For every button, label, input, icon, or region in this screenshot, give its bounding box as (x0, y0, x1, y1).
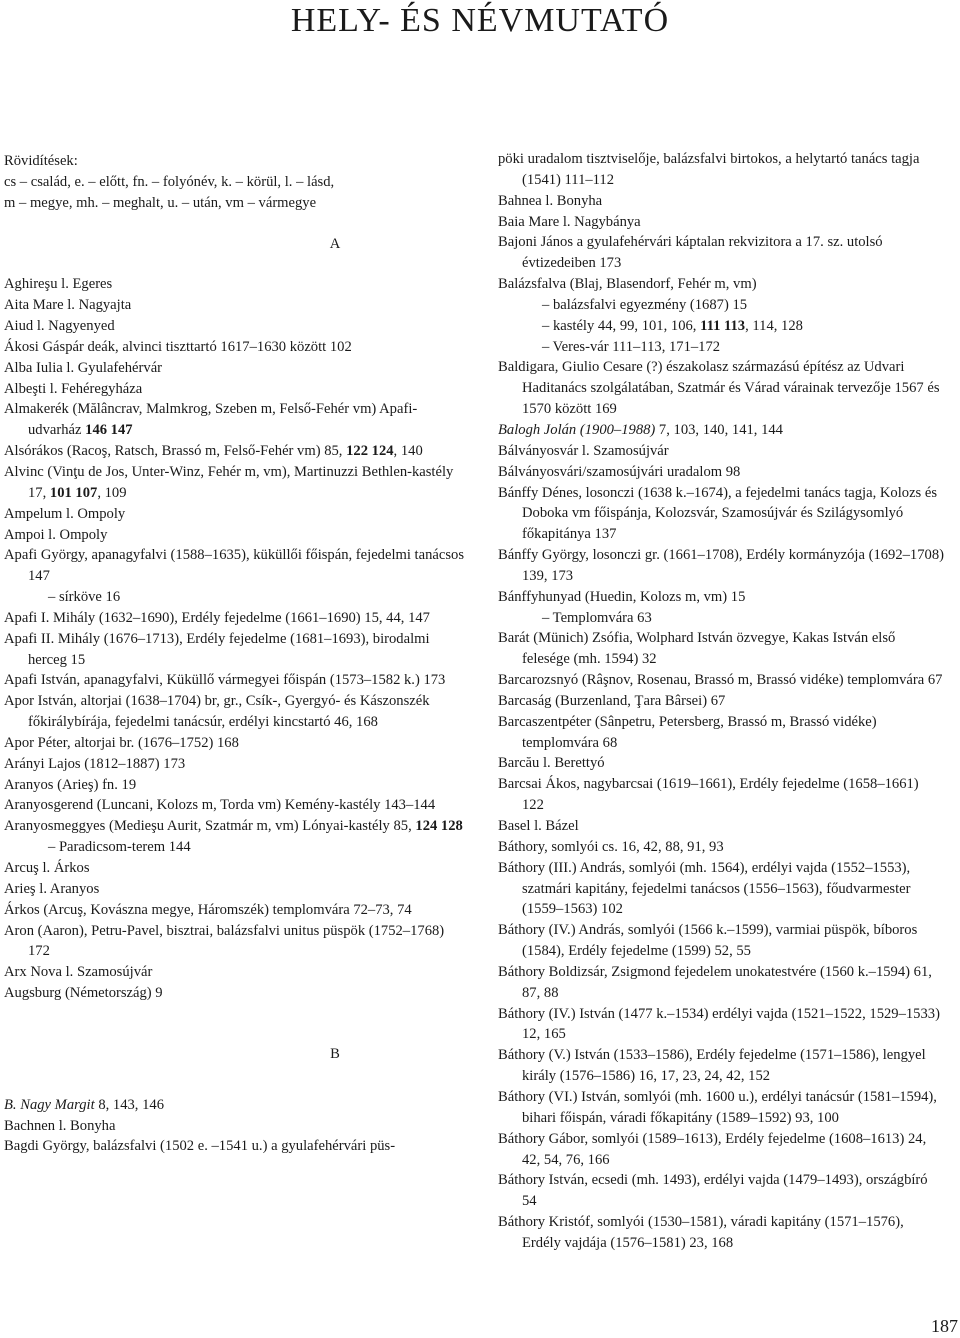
index-entry: – balázsfalvi egyezmény (1687) 15 (542, 296, 748, 313)
index-entry: Barcaszentpéter (Sânpetru, Petersberg, Brassó m, Brassó vidéke) templomvára 68 (498, 713, 877, 751)
index-entry: Arányi Lajos (1812–1887) 173 (4, 755, 186, 772)
index-entries-a (4, 274, 466, 1004)
index-entry: Ampelum l. Ompoly (4, 505, 126, 522)
index-entry: Aiud l. Nagyenyed (4, 318, 115, 335)
section-letter-b: B (330, 1045, 340, 1062)
index-entry: Aranyos (Arieş) fn. 19 (4, 776, 137, 793)
index-entry: Aita Mare l. Nagyajta (4, 297, 132, 314)
index-entry: – sírköve 16 (48, 589, 121, 606)
index-entry: Báthory (IV.) István (1477 k.–1534) erdélyi vajda (1521–1522, 1529–1533) 12, 165 (498, 1005, 940, 1043)
index-entry: Báthory (V.) István (1533–1586), Erdély fejedelme (1571–1586), lengyel király (1576–1586) 16, 17, 23, 24, 42, 152 (498, 1047, 926, 1085)
index-entry: Bálványosvár l. Szamosújvár (498, 442, 669, 459)
index-entry: Báthory (III.) András, somlyói (mh. 1564), erdélyi vajda (1552–1553), szatmári kapitány, fejedelmi tanácsos (1556–1563), főudvarmester (1559–1563) 102 (498, 859, 911, 918)
index-entry: pöki uradalom tisztviselője, balázsfalvi birtokos, a helytartó tanács tagja (1541) 111–112 (498, 151, 920, 188)
index-column-right (498, 149, 944, 1254)
index-entry: Apor Péter, altorjai br. (1676–1752) 168 (4, 734, 239, 751)
index-entry: Bálványosvári/szamosújvári uradalom 98 (498, 463, 741, 480)
index-entry: Arieş l. Aranyos (4, 880, 100, 897)
index-entry: Aghireşu l. Egeres (4, 276, 113, 293)
abbreviations-heading: Rövidítések: (4, 153, 78, 169)
index-entry: Báthory (VI.) István, somlyói (mh. 1600 u.), erdélyi tanácsúr (1581–1594), bihari főispán, váradi főkapitány (1589–1592) 93, 100 (498, 1088, 937, 1126)
abbreviations-line: cs – család, e. – előtt, fn. – folyónév, k. – körül, l. – lásd, (4, 173, 335, 190)
index-entry: Basel l. Bázel (498, 818, 579, 834)
index-entry: Barcău l. Berettyó (498, 755, 605, 772)
index-entry: Báthory Boldizsár, Zsigmond fejedelem unokatestvére (1560 k.–1594) 61, 87, 88 (498, 963, 932, 1001)
index-column-left (4, 151, 466, 1157)
index-entry: Bánffy Dénes, losonczi (1638 k.–1674), a fejedelmi tanács tagja, Kolozs és Doboka vm főispánja, Kolozsvár, Szamosújvár és Szilágysomlyó főkapitánya 137 (498, 484, 938, 543)
index-entry: Balogh Jolán (1900–1988) 7, 103, 140, 141, 144 (498, 421, 783, 438)
index-entry: Almakerék (Mălâncrav, Malmkrog, Szeben m, Felső-Fehér vm) Apafi-udvarház 146 147 (4, 401, 418, 439)
index-entry: Alba Iulia l. Gyulafehérvár (4, 359, 163, 376)
section-letter-a: A (329, 235, 341, 252)
index-entry: Apafi István, apanagyfalvi, Küküllő vármegyei főispán (1573–1582 k.) 173 (4, 672, 446, 689)
index-entry: Alvinc (Vinţu de Jos, Unter-Winz, Fehér m, vm), Martinuzzi Bethlen-kastély 17, 101 107, 109 (4, 463, 454, 501)
abbreviations-line: m – megye, mh. – meghalt, u. – után, vm – vármegye (4, 194, 317, 211)
index-entry: Balázsfalva (Blaj, Blasendorf, Fehér m, vm) (498, 276, 757, 293)
index-entry: Aranyosgerend (Luncani, Kolozs m, Torda vm) Kemény-kastély 143–144 (4, 797, 436, 814)
index-entry: Apor István, altorjai (1638–1704) br, gr., Csík-, Gyergyó- és Kászonszék főkirálybírája, fejedelmi tanácsúr, erdélyi kincstartó 46, 168 (4, 693, 430, 731)
index-entry: Apafi György, apanagyfalvi (1588–1635), küküllői főispán, fejedelmi tanácsos 147 (4, 547, 464, 585)
index-entry: Barcsai Ákos, nagybarcsai (1619–1661), Erdély fejedelme (1658–1661) 122 (498, 776, 919, 814)
index-entry: Ákosi Gáspár deák, alvinci tiszttartó 1617–1630 között 102 (4, 338, 352, 355)
index-entries-right (498, 149, 944, 1254)
index-entry: Báthory Gábor, somlyói (1589–1613), Erdély fejedelme (1608–1613) 24, 42, 54, 76, 166 (498, 1130, 927, 1168)
index-entry: Barát (Münich) Zsófia, Wolphard István özvegye, Kakas István első felesége (mh. 1594) 32 (498, 630, 896, 668)
index-entry: Arcuş l. Árkos (4, 860, 90, 876)
index-entry: Barcaság (Burzenland, Ţara Bârsei) 67 (498, 692, 726, 709)
index-entry: Baldigara, Giulio Cesare (?) északolasz származású építész az Udvari Haditanács szolgálatában, Szatmár és Várad várainak tervezője 1567 és 1570 között 169 (498, 359, 940, 418)
index-entry: Bánffyhunyad (Huedin, Kolozs m, vm) 15 (498, 588, 746, 605)
index-entry: Apafi I. Mihály (1632–1690), Erdély fejedelme (1661–1690) 15, 44, 147 (4, 609, 430, 626)
page-number: 187 (931, 1316, 958, 1336)
index-entry: – Veres-vár 111–113, 171–172 (542, 338, 721, 355)
index-entry: Aron (Aaron), Petru-Pavel, bisztrai, balázsfalvi unitus püspök (1752–1768) 172 (4, 922, 445, 960)
index-entry: Báthory István, ecsedi (mh. 1493), erdélyi vajda (1479–1493), országbíró 54 (498, 1172, 928, 1210)
index-entry: – kastély 44, 99, 101, 106, 111 113, 114, 128 (542, 317, 803, 334)
index-entry: Báthory (IV.) András, somlyói (1566 k.–1599), varmiai püspök, bíboros (1584), Erdély fejedelme (1599) 52, 55 (498, 922, 918, 960)
index-entry: Aranyosmeggyes (Medieşu Aurit, Szatmár m, vm) Lónyai-kastély 85, 124 128 (4, 818, 463, 835)
index-entry: Bajoni János a gyulafehérvári káptalan rekvizitora a 17. sz. utolsó évtizedeiben 173 (498, 234, 883, 272)
index-entry: – Paradicsom-terem 144 (48, 839, 191, 856)
index-entry: Bachnen l. Bonyha (4, 1117, 116, 1134)
index-entry: Báthory Kristóf, somlyói (1530–1581), váradi kapitány (1571–1576), Erdély vajdája (1576–1581) 23, 168 (498, 1214, 904, 1251)
index-entry: Apafi II. Mihály (1676–1713), Erdély fejedelme (1681–1693), birodalmi herceg 15 (4, 630, 430, 668)
page-title: HELY- ÉS NÉVMUTATÓ (290, 2, 670, 39)
index-entry: Bagdi György, balázsfalvi (1502 e. –1541 u.) a gyulafehérvári püs- (4, 1138, 396, 1155)
index-entry: Barcarozsnyó (Râşnov, Rosenau, Brassó m, Brassó vidéke) templomvára 67 (498, 672, 943, 689)
index-entry: Baia Mare l. Nagybánya (498, 213, 641, 230)
index-entry: – Templomvára 63 (542, 609, 652, 626)
index-entry: Árkos (Arcuş, Kovászna megye, Háromszék) templomvára 72–73, 74 (4, 901, 412, 918)
index-entry: Ampoi l. Ompoly (4, 526, 108, 543)
index-entry: Augsburg (Németország) 9 (4, 985, 163, 1002)
index-entries-b (4, 1095, 466, 1158)
index-entry: Bahnea l. Bonyha (498, 192, 603, 209)
index-entry: B. Nagy Margit 8, 143, 146 (4, 1096, 164, 1113)
index-entry: Alsórákos (Racoş, Ratsch, Brassó m, Felső-Fehér vm) 85, 122 124, 140 (4, 443, 423, 460)
index-entry: Arx Nova l. Szamosújvár (4, 964, 153, 981)
index-entry: Bánffy György, losonczi gr. (1661–1708), Erdély kormányzója (1692–1708) 139, 173 (498, 547, 944, 584)
abbreviations-block (4, 151, 466, 214)
index-entry: Báthory, somlyói cs. 16, 42, 88, 91, 93 (498, 838, 724, 855)
index-entry: Albeşti l. Fehéregyháza (4, 380, 143, 397)
